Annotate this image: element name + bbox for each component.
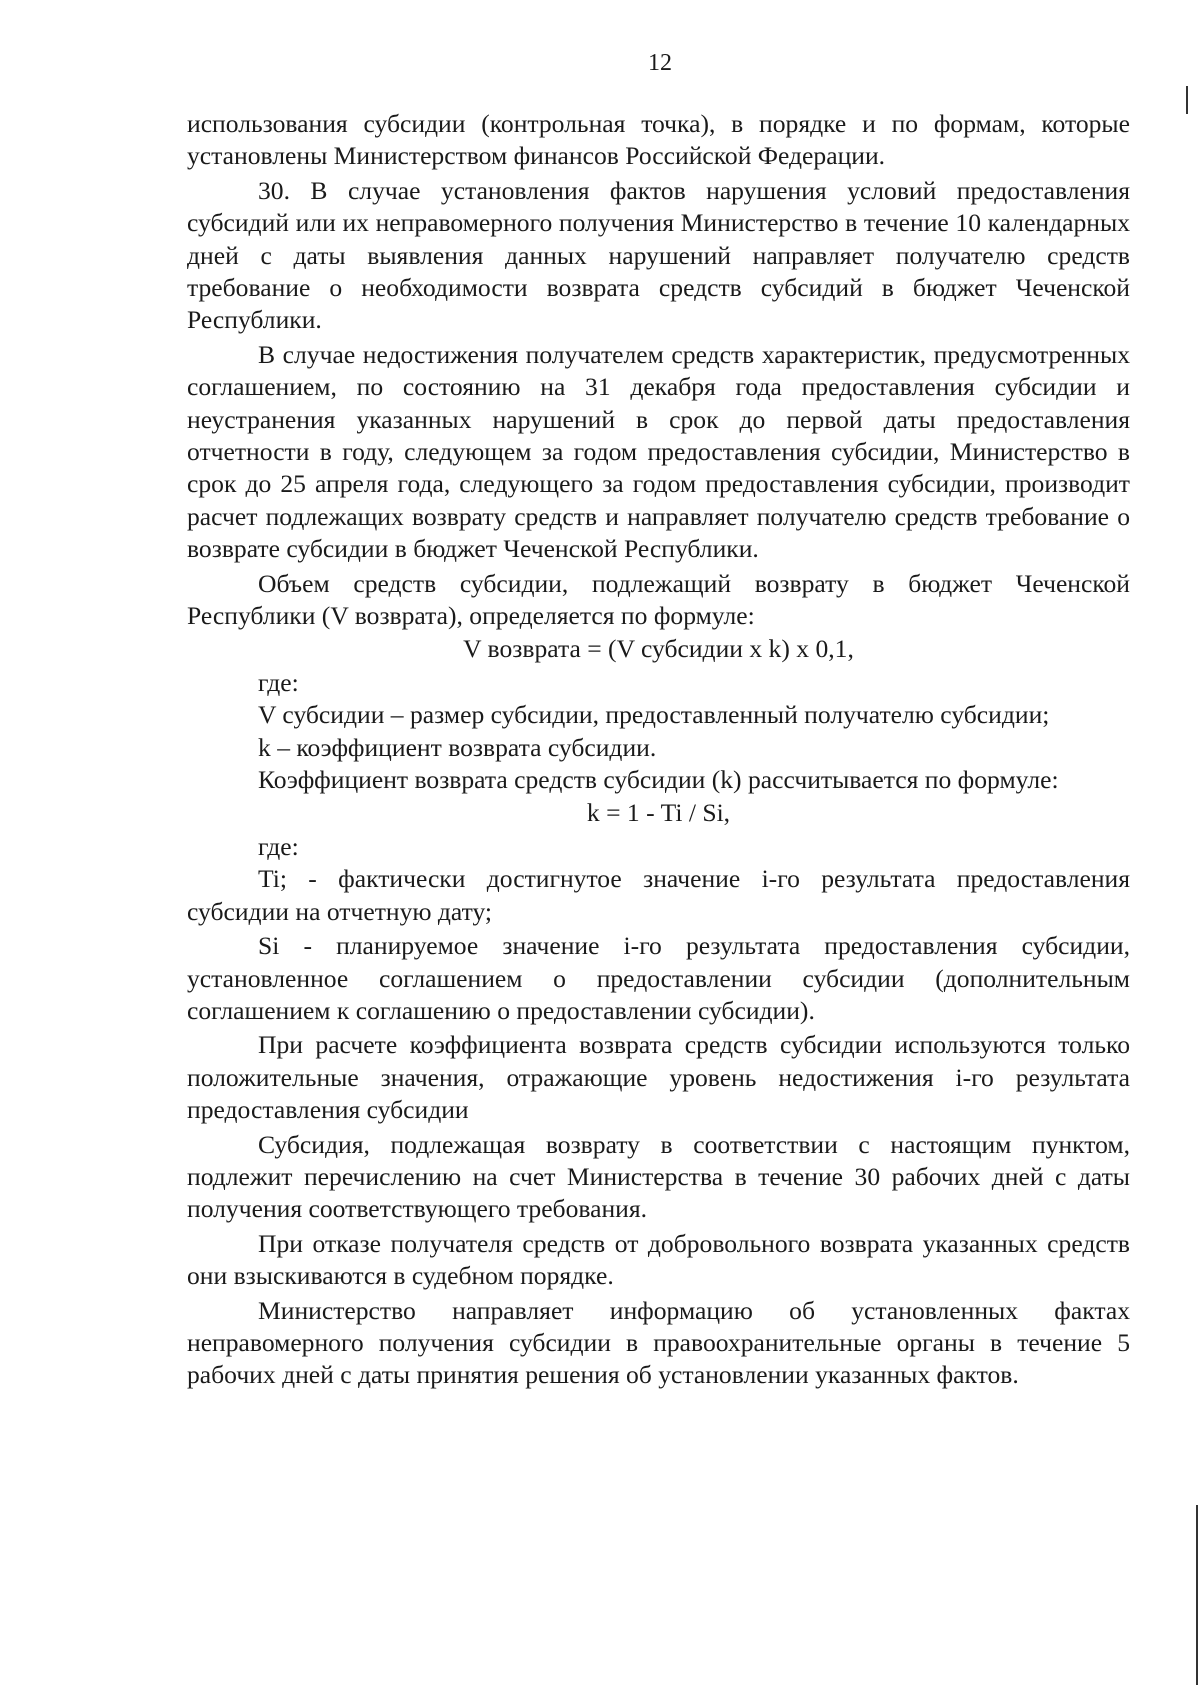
where-label-2: где: <box>258 831 299 861</box>
where-label-1: где: <box>258 667 299 697</box>
formula-coefficient: k = 1 - Ti / Si, <box>586 797 731 827</box>
paragraph-coefficient: Коэффициент возврата средств субсидии (k) рассчитывается по формуле: <box>258 765 1059 795</box>
formula-refund: V возврата = (V субсидии x k) x 0,1, <box>463 633 854 663</box>
document-body <box>187 108 1130 1392</box>
paragraph-continuation: использования субсидии (контрольная точка), в порядке и по формам, которые установлены Министерством финансов Российской Федерации. <box>187 109 1130 171</box>
scan-edge-mark-bottom <box>1196 1505 1198 1685</box>
paragraph-non-achievement: В случае недостижения получателем средств характеристик, предусмотренных соглашением, по состоянию на 31 декабря года предоставления субсидии и неустранения указанных нарушений в срок до первой даты предоставления отчетности в году, следующем за годом предоставления субсидии, Министерство в срок до 25 апреля года, следующего за годом предоставления субсидии, производит расчет подлежащих возврату средств и направляет получателю средств требование о возврате субсидии в бюджет Чеченской Республики. <box>187 339 1130 564</box>
paragraph-positive-values: При расчете коэффициента возврата средств субсидии используются только положительные значения, отражающие уровень недостижения i-го результата предоставления субсидии <box>187 1030 1130 1125</box>
paragraph-transfer: Субсидия, подлежащая возврату в соответствии с настоящим пунктом, подлежит перечислению на счет Министерства в течение 30 рабочих дней с даты получения соответствующего требования. <box>187 1129 1130 1224</box>
paragraph-court: При отказе получателя средств от добровольного возврата указанных средств они взыскиваются в судебном порядке. <box>187 1228 1130 1291</box>
paragraph-refund-volume: Объем средств субсидии, подлежащий возврату в бюджет Чеченской Республики (V возврата), определяется по формуле: <box>187 568 1130 631</box>
page-number: 12 <box>648 50 672 76</box>
definition-si: Si - планируемое значение i-го результата предоставления субсидии, установленное соглашением о предоставлении субсидии (дополнительным соглашением к соглашению о предоставлении субсидии). <box>187 931 1130 1025</box>
scan-edge-mark-top <box>1186 86 1188 114</box>
definition-k: k – коэффициент возврата субсидии. <box>258 732 657 762</box>
paragraph-law-enforcement: Министерство направляет информацию об установленных фактах неправомерного получения субсидии в правоохранительные органы в течение 5 рабочих дней с даты принятия решения об установлении указанных фактов. <box>187 1295 1130 1390</box>
definition-v-subsidy: V субсидии – размер субсидии, предоставленный получателю субсидии; <box>258 700 1050 730</box>
definition-ti: Ti; - фактически достигнутое значение i-го результата предоставления субсидии на отчетную дату; <box>187 864 1130 926</box>
paragraph-item-30: 30. В случае установления фактов нарушения условий предоставления субсидий или их неправомерного получения Министерство в течение 10 календарных дней с даты выявления данных нарушений направляет получателю средств требование о необходимости возврата средств субсидий в бюджет Чеченской Республики. <box>187 175 1130 335</box>
